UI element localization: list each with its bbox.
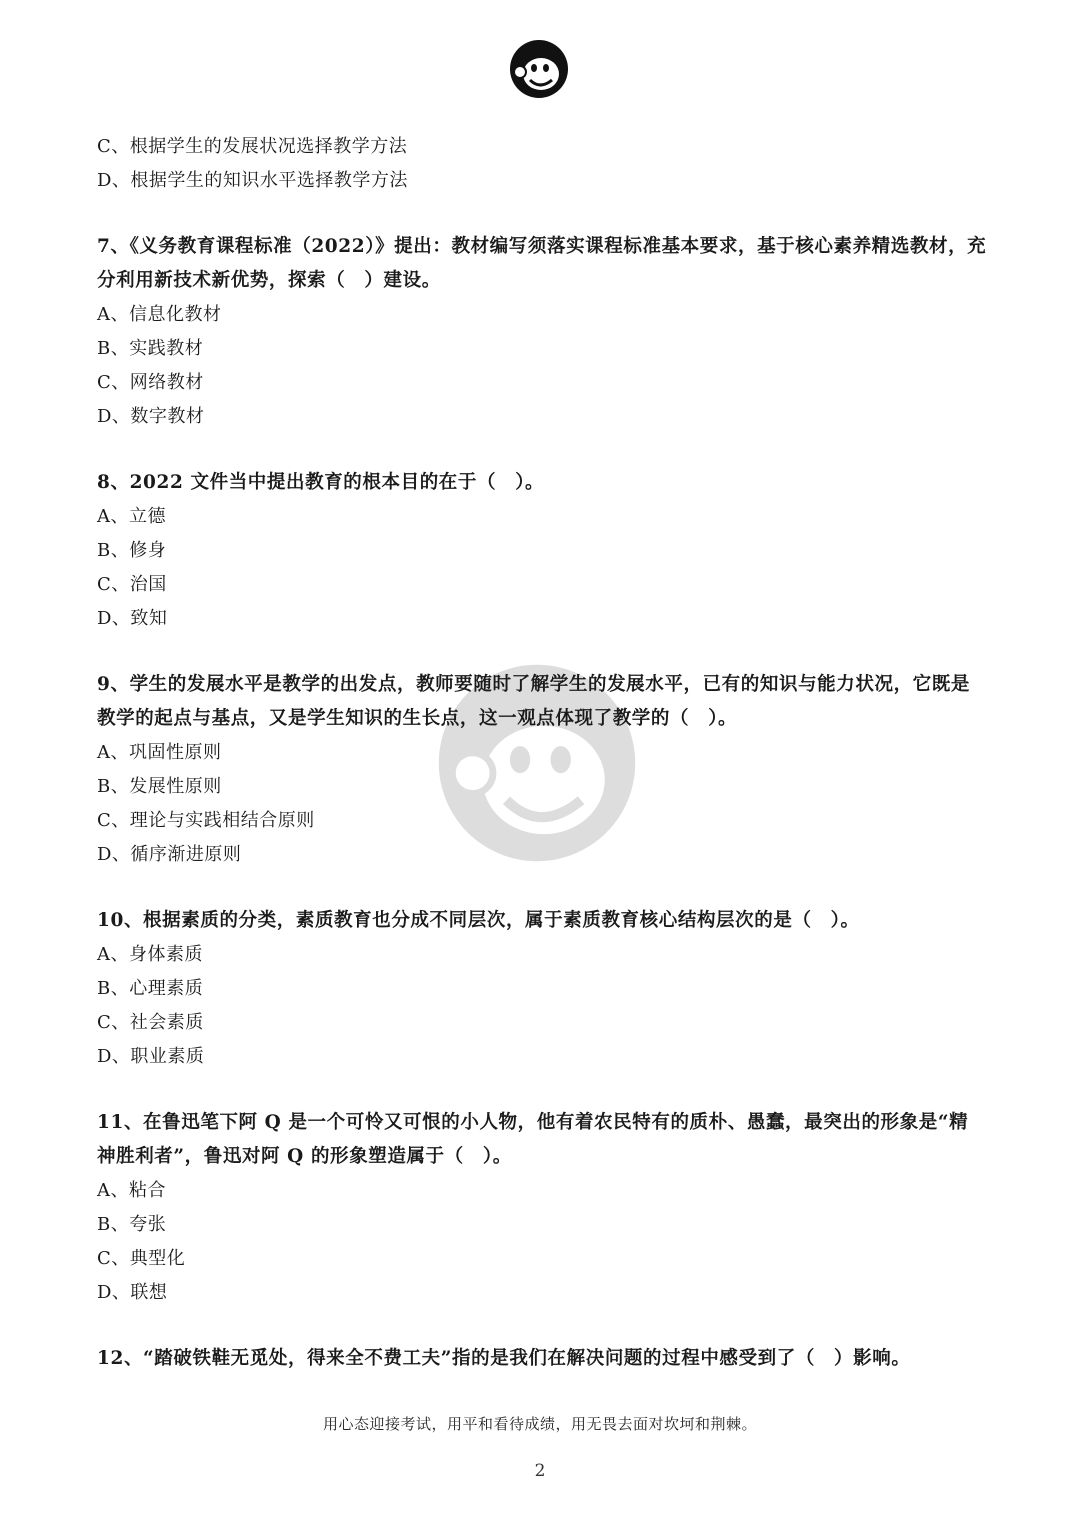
question-10	[97, 904, 987, 1074]
option: C、典型化	[97, 1248, 186, 1269]
option: A、身体素质	[97, 944, 203, 965]
question-text: 9、学生的发展水平是教学的出发点，教师要随时了解学生的发展水平，已有的知识与能力状况，它既是教学的起点与基点，又是学生知识的生长点，这一观点体现了教学的（ ）。	[97, 674, 970, 729]
option: B、修身	[97, 540, 167, 561]
option: B、心理素质	[97, 978, 204, 999]
option: D、职业素质	[97, 1046, 205, 1067]
option: D、循序渐进原则	[97, 844, 242, 865]
page-number: 2	[534, 1461, 546, 1481]
option: C、治国	[97, 574, 167, 595]
option: C、网络教材	[97, 372, 204, 393]
option: D、根据学生的知识水平选择教学方法	[97, 170, 408, 191]
continuation-options	[97, 130, 987, 198]
footer-motto: 用心态迎接考试，用平和看待成绩，用无畏去面对坎坷和荆棘。	[322, 1415, 757, 1433]
option: C、理论与实践相结合原则	[97, 810, 315, 831]
option: D、联想	[97, 1282, 168, 1303]
option: D、数字教材	[97, 406, 205, 427]
option: B、实践教材	[97, 338, 204, 359]
option: B、发展性原则	[97, 776, 222, 797]
question-text: 7、《义务教育课程标准（2022）》提出：教材编写须落实课程标准基本要求，基于核心素养精选教材，充分利用新技术新优势，探索（ ）建设。	[97, 236, 987, 291]
option: A、粘合	[97, 1180, 166, 1201]
question-text: 12、“踏破铁鞋无觅处，得来全不费工夫”指的是我们在解决问题的过程中感受到了（ ）影响。	[97, 1348, 911, 1369]
document-body	[97, 130, 987, 1376]
question-text: 8、2022 文件当中提出教育的根本目的在于（ ）。	[97, 472, 545, 493]
question-8	[97, 466, 987, 636]
question-9	[97, 668, 987, 872]
option: C、社会素质	[97, 1012, 204, 1033]
question-text: 10、根据素质的分类，素质教育也分成不同层次，属于素质教育核心结构层次的是（ ）。	[97, 910, 860, 931]
question-12	[97, 1342, 987, 1376]
option: A、立德	[97, 506, 166, 527]
option: D、致知	[97, 608, 168, 629]
option: C、根据学生的发展状况选择教学方法	[97, 136, 408, 157]
option: A、巩固性原则	[97, 742, 222, 763]
question-11	[97, 1106, 987, 1310]
question-text: 11、在鲁迅笔下阿 Q 是一个可怜又可恨的小人物，他有着农民特有的质朴、愚蠢，最突出的形象是“精神胜利者”，鲁迅对阿 Q 的形象塑造属于（ ）。	[97, 1112, 969, 1167]
question-7	[97, 230, 987, 434]
option: A、信息化教材	[97, 304, 222, 325]
monkey-logo-icon	[508, 38, 570, 100]
option: B、夸张	[97, 1214, 167, 1235]
